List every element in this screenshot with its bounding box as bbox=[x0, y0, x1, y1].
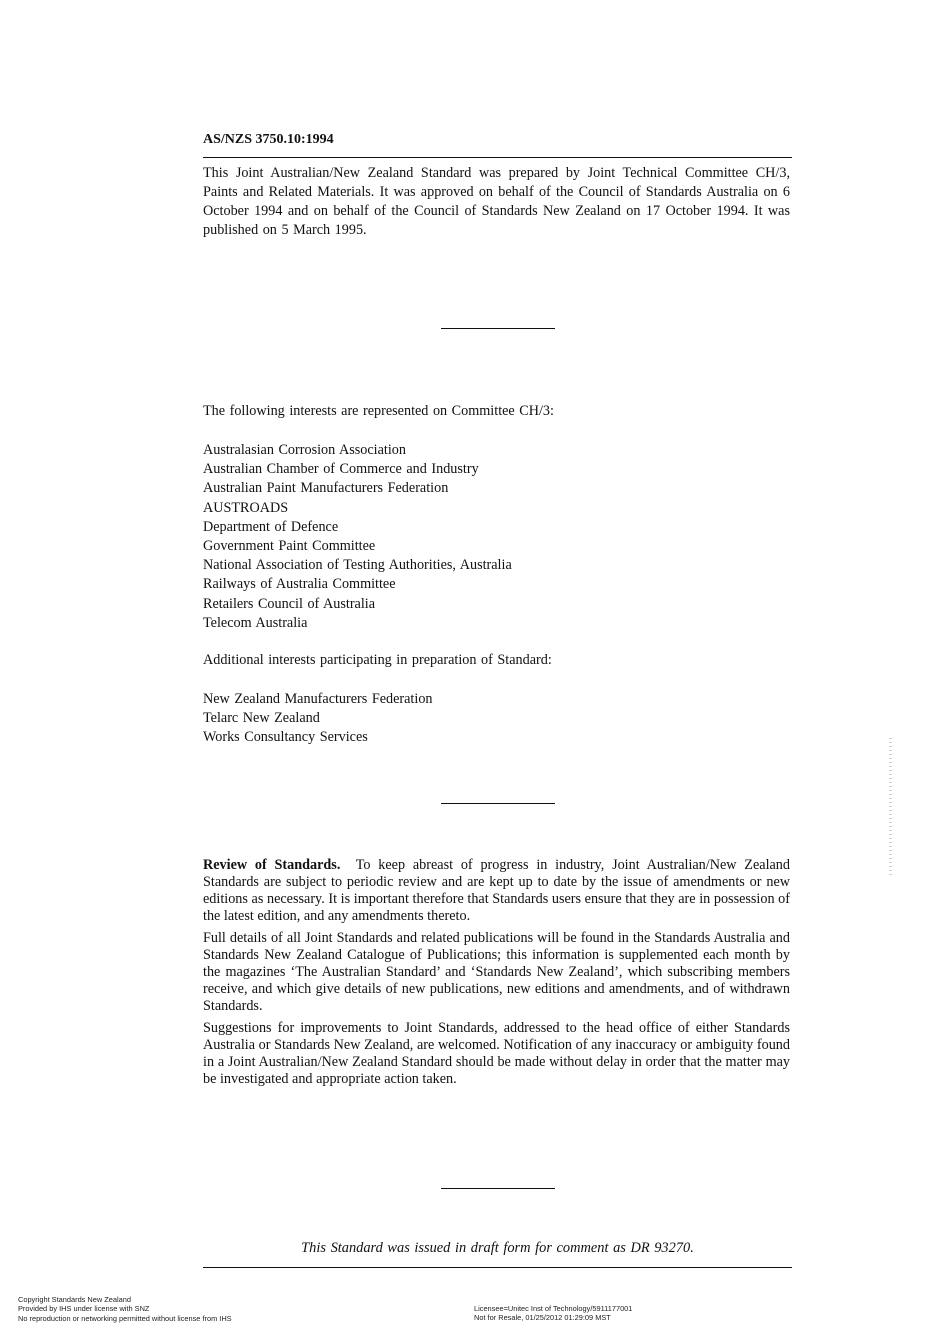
additional-interests-list bbox=[203, 690, 433, 748]
footer-line: Licensee=Unitec Inst of Technology/5911177001 bbox=[474, 1304, 633, 1313]
footer-line: No reproduction or networking permitted without license from IHS bbox=[18, 1313, 232, 1323]
committee-heading: The following interests are represented on Committee CH/3: bbox=[203, 403, 554, 419]
review-of-standards bbox=[203, 857, 790, 1093]
section-separator bbox=[441, 803, 555, 804]
header-rule bbox=[203, 157, 792, 158]
preparation-statement: This Joint Australian/New Zealand Standard was prepared by Joint Technical Committee CH/3, Paints and Related Materials. It was approved on behalf of the Council of Standards Australia on 6 October 1994 and on behalf of the Council of Standards New Zealand on 17 October 1994. It was published on 5 March 1995. bbox=[203, 165, 790, 238]
committee-member: Railways of Australia Committee bbox=[203, 576, 396, 593]
review-paragraph-1 bbox=[203, 857, 790, 925]
section-separator bbox=[441, 1188, 555, 1189]
section-separator bbox=[441, 328, 555, 329]
review-paragraph-2: Full details of all Joint Standards and related publications will be found in the Standards Australia and Standards New Zealand Catalogue of Publications; this information is supplemented each month by the magazines ‘The Australian Standard’ and ‘Standards New Zealand’, which subscribing members receive, and which give details of new publications, new editions and amendments, and of withdrawn Standards. bbox=[203, 930, 790, 1014]
footer-line: Provided by IHS under license with SNZ bbox=[18, 1304, 150, 1314]
committee-member: National Association of Testing Authorities, Australia bbox=[203, 557, 512, 574]
review-title: Review of Standards. bbox=[203, 857, 341, 873]
licensee-footer bbox=[474, 1304, 632, 1323]
additional-member: Telarc New Zealand bbox=[203, 710, 320, 727]
committee-member: Department of Defence bbox=[203, 518, 339, 535]
scan-margin-mark bbox=[889, 738, 892, 878]
review-paragraph-3: Suggestions for improvements to Joint Standards, addressed to the head office of either Standards Australia or Standards New Zealand, are welcomed. Notification of any inaccuracy or ambiguity found in a Joint Australian/New Zealand Standard should be made without delay in order that the matter may be investigated and appropriate action taken. bbox=[203, 1020, 790, 1087]
additional-member: New Zealand Manufacturers Federation bbox=[203, 691, 433, 707]
additional-interests-heading: Additional interests participating in preparation of Standard: bbox=[203, 652, 552, 668]
draft-note: This Standard was issued in draft form for comment as DR 93270. bbox=[301, 1240, 694, 1256]
document-id: AS/NZS 3750.10:1994 bbox=[203, 132, 334, 147]
copyright-footer bbox=[18, 1295, 232, 1323]
footer-line: Copyright Standards New Zealand bbox=[18, 1295, 131, 1304]
footer-line: Not for Resale, 01/25/2012 01:29:09 MST bbox=[474, 1313, 611, 1323]
committee-member: Telecom Australia bbox=[203, 614, 308, 631]
committee-member-list bbox=[203, 441, 512, 633]
committee-member: Retailers Council of Australia bbox=[203, 595, 376, 612]
committee-member: Australian Paint Manufacturers Federation bbox=[203, 480, 449, 497]
footer-rule bbox=[203, 1267, 792, 1268]
committee-member: Government Paint Committee bbox=[203, 538, 376, 555]
committee-member: AUSTROADS bbox=[203, 499, 289, 516]
additional-member: Works Consultancy Services bbox=[203, 729, 368, 746]
committee-member: Australasian Corrosion Association bbox=[203, 442, 406, 458]
review-text-1: To keep abreast of progress in industry, Joint Australian/New Zealand Standards are subject to periodic review and are kept up to date by the issue of amendments or new editions as necessary. It is important therefore that Standards users ensure that they are in possession of the latest edition, and any amendments thereto. bbox=[203, 857, 790, 924]
committee-member: Australian Chamber of Commerce and Industry bbox=[203, 461, 479, 478]
